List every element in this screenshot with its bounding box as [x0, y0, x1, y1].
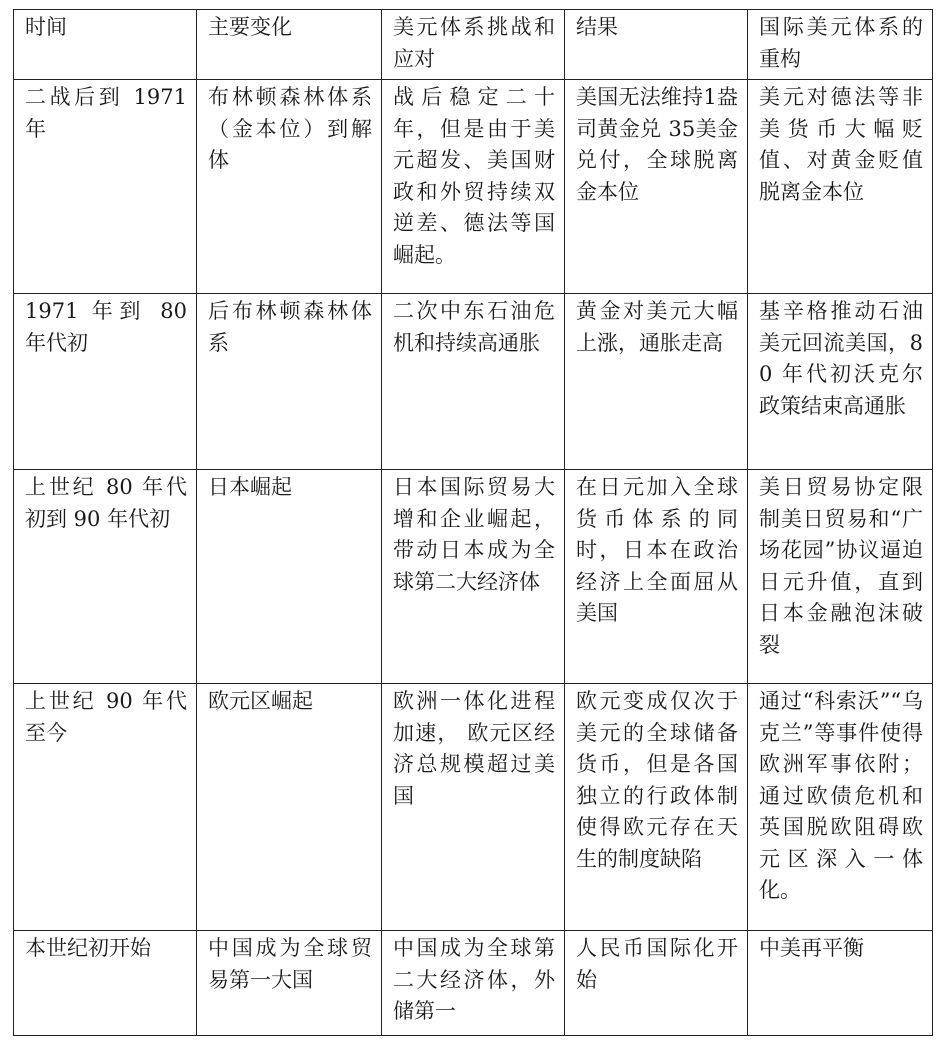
- table-header-row: [14, 10, 933, 80]
- header-cell-result: 结果: [565, 10, 748, 80]
- header-cell-restructure: 国际美元体系的重构: [748, 10, 933, 80]
- table-row: [14, 470, 933, 684]
- table-row: [14, 684, 933, 931]
- table-row: [14, 80, 933, 294]
- header-cell-challenge: 美元体系挑战和应对: [382, 10, 565, 80]
- table-row: [14, 294, 933, 470]
- cell-challenge: 战后稳定二十年，但是由于美元超发、美国财政和外贸持续双逆差、德法等国崛起。: [382, 80, 565, 294]
- cell-restructure: 基辛格推动石油美元回流美国，80 年代初沃克尔政策结束高通胀: [748, 294, 933, 470]
- cell-result: 人民币国际化开始: [565, 931, 748, 1036]
- dollar-system-table: [13, 9, 933, 1036]
- cell-result: 欧元变成仅次于美元的全球储备货币，但是各国独立的行政体制使得欧元存在天生的制度缺陷: [565, 684, 748, 931]
- cell-time: 上世纪 80 年代初到 90 年代初: [14, 470, 197, 684]
- header-cell-main-change: 主要变化: [197, 10, 382, 80]
- cell-time: 二战后到 1971年: [14, 80, 197, 294]
- cell-restructure: 美元对德法等非美货币大幅贬值、对黄金贬值脱离金本位: [748, 80, 933, 294]
- cell-main-change: 欧元区崛起: [197, 684, 382, 931]
- document-page: [13, 9, 933, 1036]
- cell-challenge: 中国成为全球第二大经济体，外储第一: [382, 931, 565, 1036]
- cell-main-change: 后布林顿森林体系: [197, 294, 382, 470]
- cell-challenge: 日本国际贸易大增和企业崛起，带动日本成为全球第二大经济体: [382, 470, 565, 684]
- cell-time: 上世纪 90 年代至今: [14, 684, 197, 931]
- cell-time: 本世纪初开始: [14, 931, 197, 1036]
- cell-restructure: 美日贸易协定限制美日贸易和“广场花园”协议逼迫日元升值，直到日本金融泡沫破裂: [748, 470, 933, 684]
- cell-time: 1971 年到 80 年代初: [14, 294, 197, 470]
- cell-result: 美国无法维持1盎司黄金兑 35美金兑付，全球脱离金本位: [565, 80, 748, 294]
- cell-main-change: 日本崛起: [197, 470, 382, 684]
- cell-main-change: 布林顿森林体系（金本位）到解体: [197, 80, 382, 294]
- cell-result: 黄金对美元大幅上涨，通胀走高: [565, 294, 748, 470]
- cell-challenge: 欧洲一体化进程加速， 欧元区经济总规模超过美国: [382, 684, 565, 931]
- cell-main-change: 中国成为全球贸易第一大国: [197, 931, 382, 1036]
- cell-challenge: 二次中东石油危机和持续高通胀: [382, 294, 565, 470]
- header-cell-time: 时间: [14, 10, 197, 80]
- cell-restructure: 通过“科索沃”“乌克兰”等事件使得欧洲军事依附；通过欧债危机和英国脱欧阻碍欧元区深入一体化。: [748, 684, 933, 931]
- cell-result: 在日元加入全球货币体系的同时，日本在政治经济上全面屈从美国: [565, 470, 748, 684]
- cell-restructure: 中美再平衡: [748, 931, 933, 1036]
- table-row: [14, 931, 933, 1036]
